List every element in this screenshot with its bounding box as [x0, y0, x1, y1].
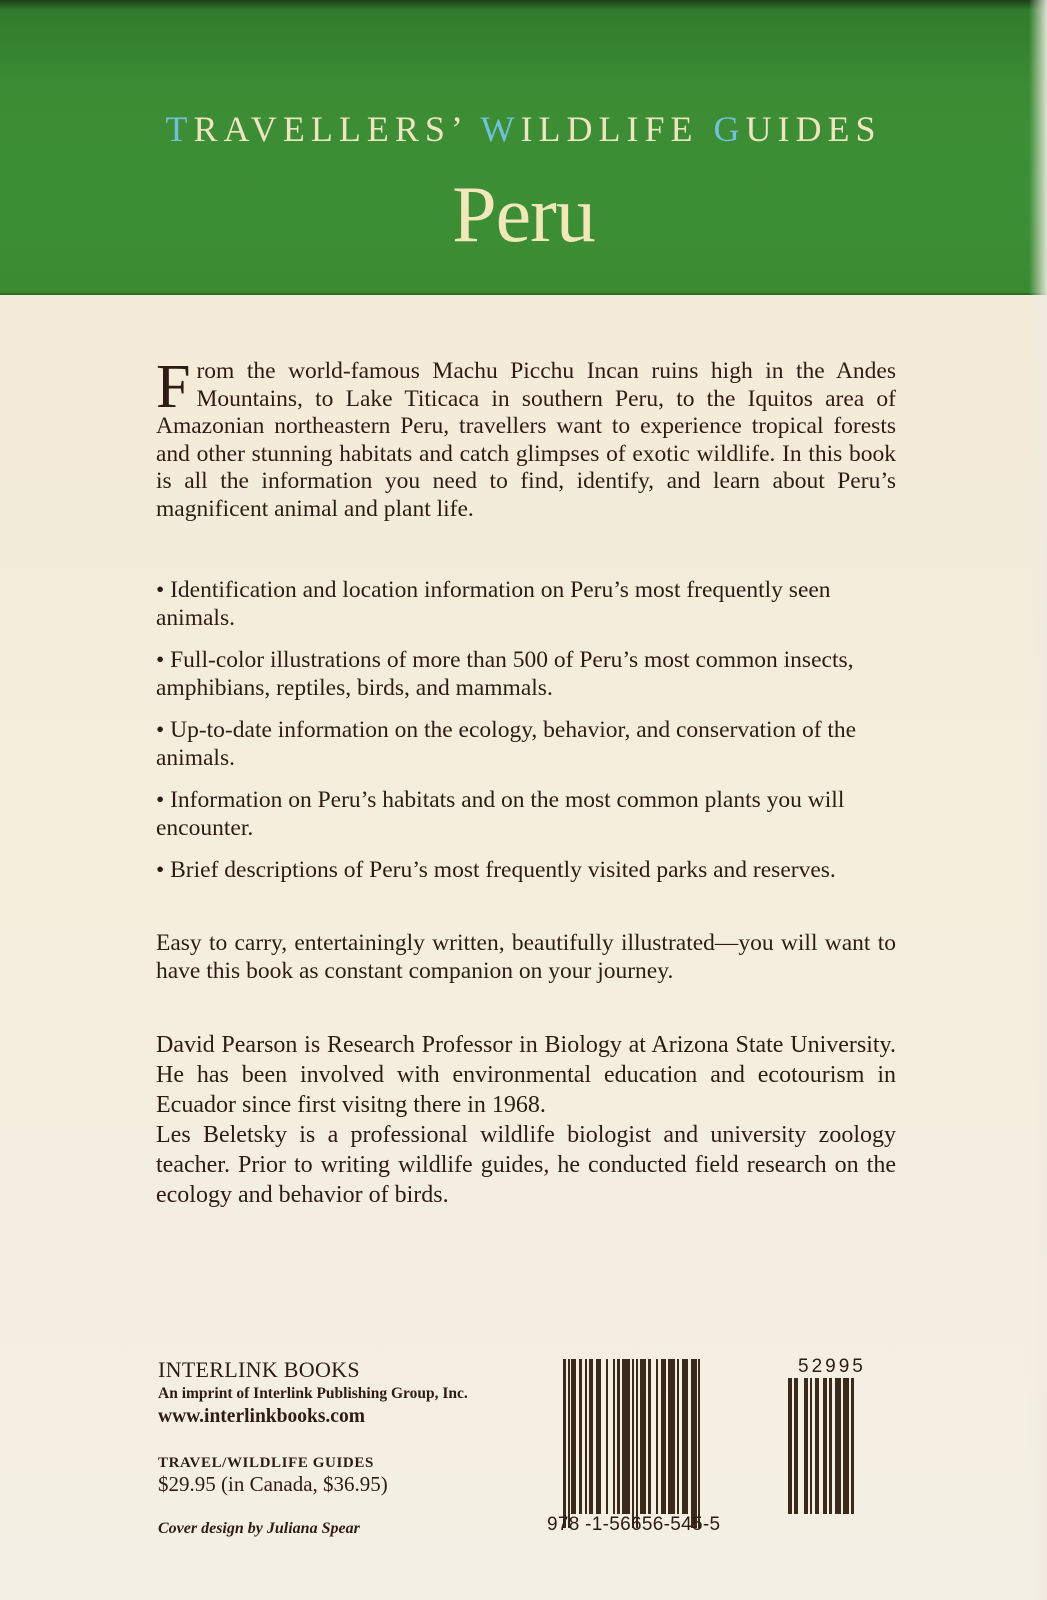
feature-item: • Information on Peru’s habitats and on the most common plants you will encounter. [156, 787, 896, 842]
publisher-url: www.interlinkbooks.com [158, 1406, 365, 1427]
series-word-2: WILDLIFE [480, 109, 699, 149]
feature-item: • Identification and location information on Peru’s most frequently seen animals. [156, 577, 896, 632]
drop-cap: F [156, 353, 191, 421]
price-addon-code: 52995 [798, 1356, 866, 1377]
closing-paragraph: Easy to carry, entertainingly written, beautifully illustrated—you will want to have this book as constant companion on your journey. [156, 930, 896, 984]
series-title [0, 108, 1047, 150]
feature-item: • Brief descriptions of Peru’s most frequently visited parks and reserves. [156, 857, 896, 885]
series-word-1: TRAVELLERS’ [165, 109, 467, 149]
intro-paragraph [156, 353, 896, 523]
publisher-block [158, 1357, 468, 1538]
cover-credit: Cover design by Juliana Spear [158, 1520, 360, 1537]
feature-item: • Up-to-date information on the ecology, behavior, and conservation of the animals. [156, 717, 896, 772]
book-price: $29.95 (in Canada, $36.95) [158, 1472, 388, 1496]
intro-text: rom the world-famous Machu Picchu Incan ruins high in the Andes Mountains, to Lake Titicaca in southern Peru, to the Iquitos area of Amazonian northeastern Peru, travellers want to experience tropical forests and other stunning habitats and catch glimpses of exotic wildlife. In this book is all the information you need to find, identify, and learn about Peru’s magnificent animal and plant life. [156, 358, 896, 522]
series-word-3: GUIDES [713, 109, 882, 149]
isbn-barcode [547, 1356, 900, 1535]
author-bio-beletsky: Les Beletsky is a professional wildlife biologist and university zoology teacher. Prior to writing wildlife guides, he conducted field research on the ecology and behavior of birds. [156, 1122, 896, 1208]
feature-list [156, 577, 896, 900]
author-bio-pearson: David Pearson is Research Professor in Biology at Arizona State University. He has been involved with environmental education and ecotourism in Ecuador since first visitng there in 1968. [156, 1032, 896, 1118]
barcode-main-bars [563, 1359, 700, 1514]
header-band [0, 0, 1047, 295]
book-title: Peru [452, 171, 595, 259]
feature-item: • Full-color illustrations of more than 500 of Peru’s most common insects, amphibians, reptiles, birds, and mammals. [156, 647, 896, 702]
isbn-number: 978 -1-56656-545-5 [547, 1514, 721, 1535]
book-category: TRAVEL/WILDLIFE GUIDES [158, 1455, 374, 1471]
author-bios [156, 1030, 896, 1210]
barcode-addon-bars [788, 1378, 854, 1514]
publisher-name: INTERLINK BOOKS [158, 1357, 360, 1382]
publisher-imprint: An imprint of Interlink Publishing Group, Inc. [158, 1385, 468, 1402]
